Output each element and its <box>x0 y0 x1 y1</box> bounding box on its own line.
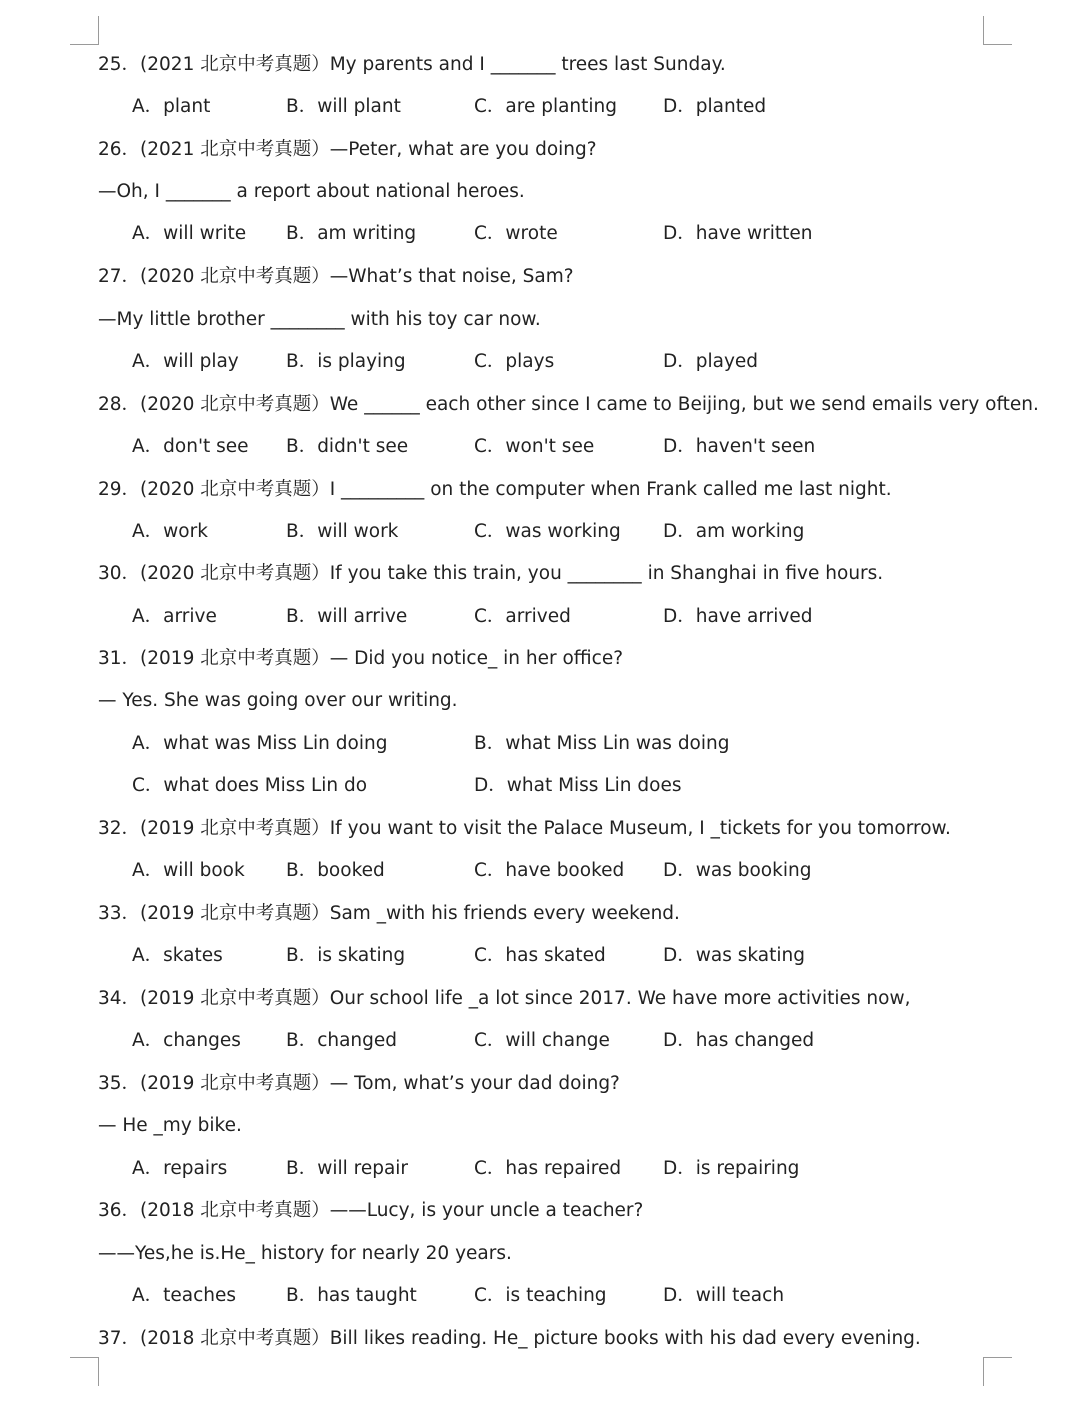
answer-option: A．changes <box>132 1030 241 1051</box>
question-line: 25．(2021 北京中考真题）My parents and I _______ trees last Sunday. <box>98 54 726 75</box>
answer-option: D．what Miss Lin does <box>474 775 682 796</box>
answer-option: D．will teach <box>663 1285 785 1306</box>
answer-option: C．what does Miss Lin do <box>132 775 368 796</box>
answer-option: C．won't see <box>474 436 595 457</box>
answer-option: B．will work <box>286 521 399 542</box>
answer-option: A．teaches <box>132 1285 237 1306</box>
question-line: 27．(2020 北京中考真题）—What’s that noise, Sam? <box>98 266 574 287</box>
answer-option: D．planted <box>663 96 767 117</box>
options-row <box>132 1156 1020 1182</box>
answer-option: D．played <box>663 351 759 372</box>
answer-option: A．work <box>132 521 208 542</box>
question-line: 32．(2019 北京中考真题）If you want to visit the Palace Museum, I _tickets for you tomorrow. <box>98 818 951 839</box>
question-line: —Oh, I _______ a report about national heroes. <box>98 181 525 202</box>
answer-option: C．has repaired <box>474 1158 622 1179</box>
answer-option: C．has skated <box>474 945 606 966</box>
options-row <box>132 519 1020 545</box>
question-line: 35．(2019 北京中考真题）— Tom, what’s your dad doing? <box>98 1073 620 1094</box>
answer-option: D．have written <box>663 223 813 244</box>
question-line: 31．(2019 北京中考真题）— Did you notice_ in her office? <box>98 648 624 669</box>
answer-option: D．am working <box>663 521 805 542</box>
options-row <box>132 943 1020 969</box>
question-line: — He _my bike. <box>98 1115 242 1136</box>
answer-option: D．was skating <box>663 945 805 966</box>
options-row <box>132 1028 1020 1054</box>
question-line: 29．(2020 北京中考真题）I _________ on the computer when Frank called me last night. <box>98 479 892 500</box>
answer-option: C．plays <box>474 351 555 372</box>
answer-option: B．didn't see <box>286 436 409 457</box>
question-line: —My little brother ________ with his toy car now. <box>98 309 541 330</box>
answer-option: C．will change <box>474 1030 610 1051</box>
question-line: 28．(2020 北京中考真题）We ______ each other since I came to Beijing, but we send emails very often. <box>98 394 1039 415</box>
options-row <box>132 434 1020 460</box>
answer-option: B．will repair <box>286 1158 409 1179</box>
answer-option: B．will plant <box>286 96 401 117</box>
question-line: ——Yes,he is.He_ history for nearly 20 years. <box>98 1243 512 1264</box>
options-row <box>132 221 1020 247</box>
answer-option: C．was working <box>474 521 621 542</box>
answer-option: C．arrived <box>474 606 571 627</box>
answer-option: A．will write <box>132 223 247 244</box>
answer-option: B．is playing <box>286 351 406 372</box>
options-row <box>132 604 1020 630</box>
answer-option: B．will arrive <box>286 606 408 627</box>
answer-option: B．am writing <box>286 223 417 244</box>
options-row <box>132 1283 1020 1309</box>
question-line: 36．(2018 北京中考真题）——Lucy, is your uncle a teacher? <box>98 1200 644 1221</box>
question-line: 33．(2019 北京中考真题）Sam _with his friends every weekend. <box>98 903 680 924</box>
question-line: 30．(2020 北京中考真题）If you take this train, you ________ in Shanghai in five hours. <box>98 563 884 584</box>
answer-option: B．what Miss Lin was doing <box>474 733 730 754</box>
answer-option: D．is repairing <box>663 1158 800 1179</box>
question-line: 37．(2018 北京中考真题）Bill likes reading. He_ picture books with his dad every evening. <box>98 1328 921 1349</box>
question-line: 26．(2021 北京中考真题）—Peter, what are you doing? <box>98 139 597 160</box>
options-row <box>132 773 1020 799</box>
answer-option: A．repairs <box>132 1158 228 1179</box>
options-row <box>132 94 1020 120</box>
answer-option: D．haven't seen <box>663 436 816 457</box>
options-row <box>132 731 1020 757</box>
answer-option: A．plant <box>132 96 211 117</box>
question-line: — Yes. She was going over our writing. <box>98 690 458 711</box>
answer-option: C．wrote <box>474 223 558 244</box>
answer-option: B．changed <box>286 1030 398 1051</box>
answer-option: A．what was Miss Lin doing <box>132 733 388 754</box>
answer-option: B．is skating <box>286 945 406 966</box>
answer-option: C．is teaching <box>474 1285 607 1306</box>
answer-option: A．will play <box>132 351 239 372</box>
answer-option: B．booked <box>286 860 385 881</box>
answer-option: A．skates <box>132 945 223 966</box>
answer-option: A．arrive <box>132 606 217 627</box>
question-line: 34．(2019 北京中考真题）Our school life _a lot since 2017. We have more activities now, <box>98 988 911 1009</box>
options-row <box>132 349 1020 375</box>
answer-option: A．don't see <box>132 436 249 457</box>
answer-option: D．has changed <box>663 1030 815 1051</box>
answer-option: B．has taught <box>286 1285 417 1306</box>
answer-option: D．have arrived <box>663 606 813 627</box>
answer-option: D．was booking <box>663 860 812 881</box>
options-row <box>132 858 1020 884</box>
answer-option: C．have booked <box>474 860 625 881</box>
answer-option: C．are planting <box>474 96 618 117</box>
answer-option: A．will book <box>132 860 245 881</box>
